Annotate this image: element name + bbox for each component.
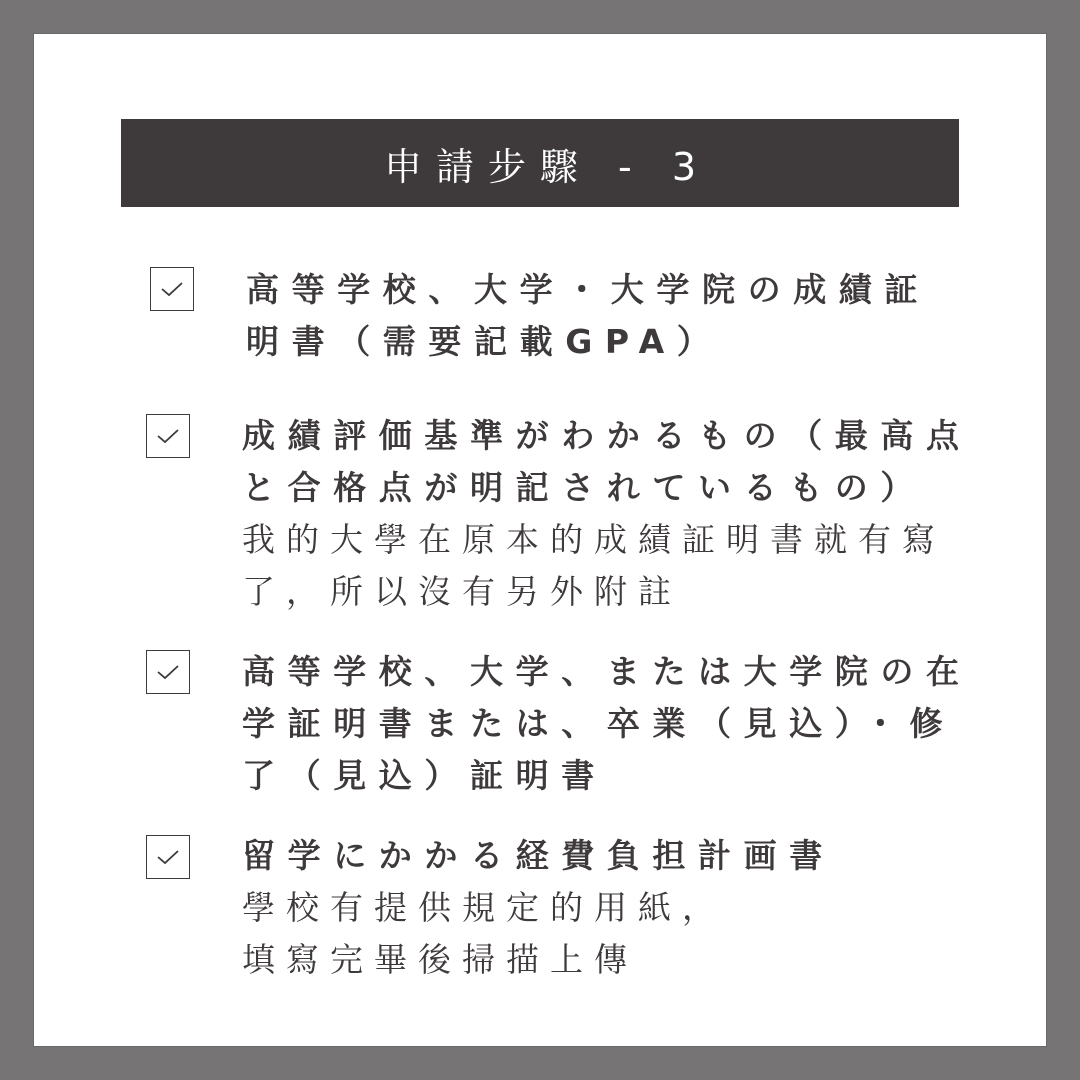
checkbox-2[interactable] xyxy=(146,414,190,458)
item-4-line-1: 留学にかかる経費負担計画書 xyxy=(242,836,835,875)
item-3 xyxy=(242,646,972,802)
item-1 xyxy=(246,264,930,368)
item-3-line-2: 学証明書または、卒業（見込）・修 xyxy=(242,704,956,743)
page-title-text: 申請步驟 - 3 xyxy=(383,144,711,189)
item-2-note-1: 我的大學在原本的成績証明書就有寫 xyxy=(242,520,946,559)
item-1-line-1: 高等学校、大学・大学院の成績証 xyxy=(246,270,930,309)
item-2-line-1: 成績評価基準がわかるもの（最高点 xyxy=(242,416,972,455)
checkmark-icon xyxy=(156,849,180,865)
item-3-line-3: 了（見込）証明書 xyxy=(242,756,607,795)
checkbox-3[interactable] xyxy=(146,650,190,694)
checkbox-4[interactable] xyxy=(146,835,190,879)
item-4-note-2: 填寫完畢後掃描上傳 xyxy=(242,940,638,979)
page-title xyxy=(121,119,959,207)
item-4 xyxy=(242,830,835,986)
checkmark-icon xyxy=(160,281,184,297)
item-4-note-1: 學校有提供規定的用紙， xyxy=(242,888,726,927)
item-3-line-1: 高等学校、大学、または大学院の在 xyxy=(242,652,972,691)
checkmark-icon xyxy=(156,428,180,444)
item-1-line-2: 明書（需要記載GPA） xyxy=(246,322,723,361)
checkmark-icon xyxy=(156,664,180,680)
checkbox-1[interactable] xyxy=(150,267,194,311)
item-2 xyxy=(242,410,972,618)
item-2-note-2: 了，所以沒有另外附註 xyxy=(242,572,682,611)
item-2-line-2: と合格点が明記されているもの） xyxy=(242,468,926,507)
